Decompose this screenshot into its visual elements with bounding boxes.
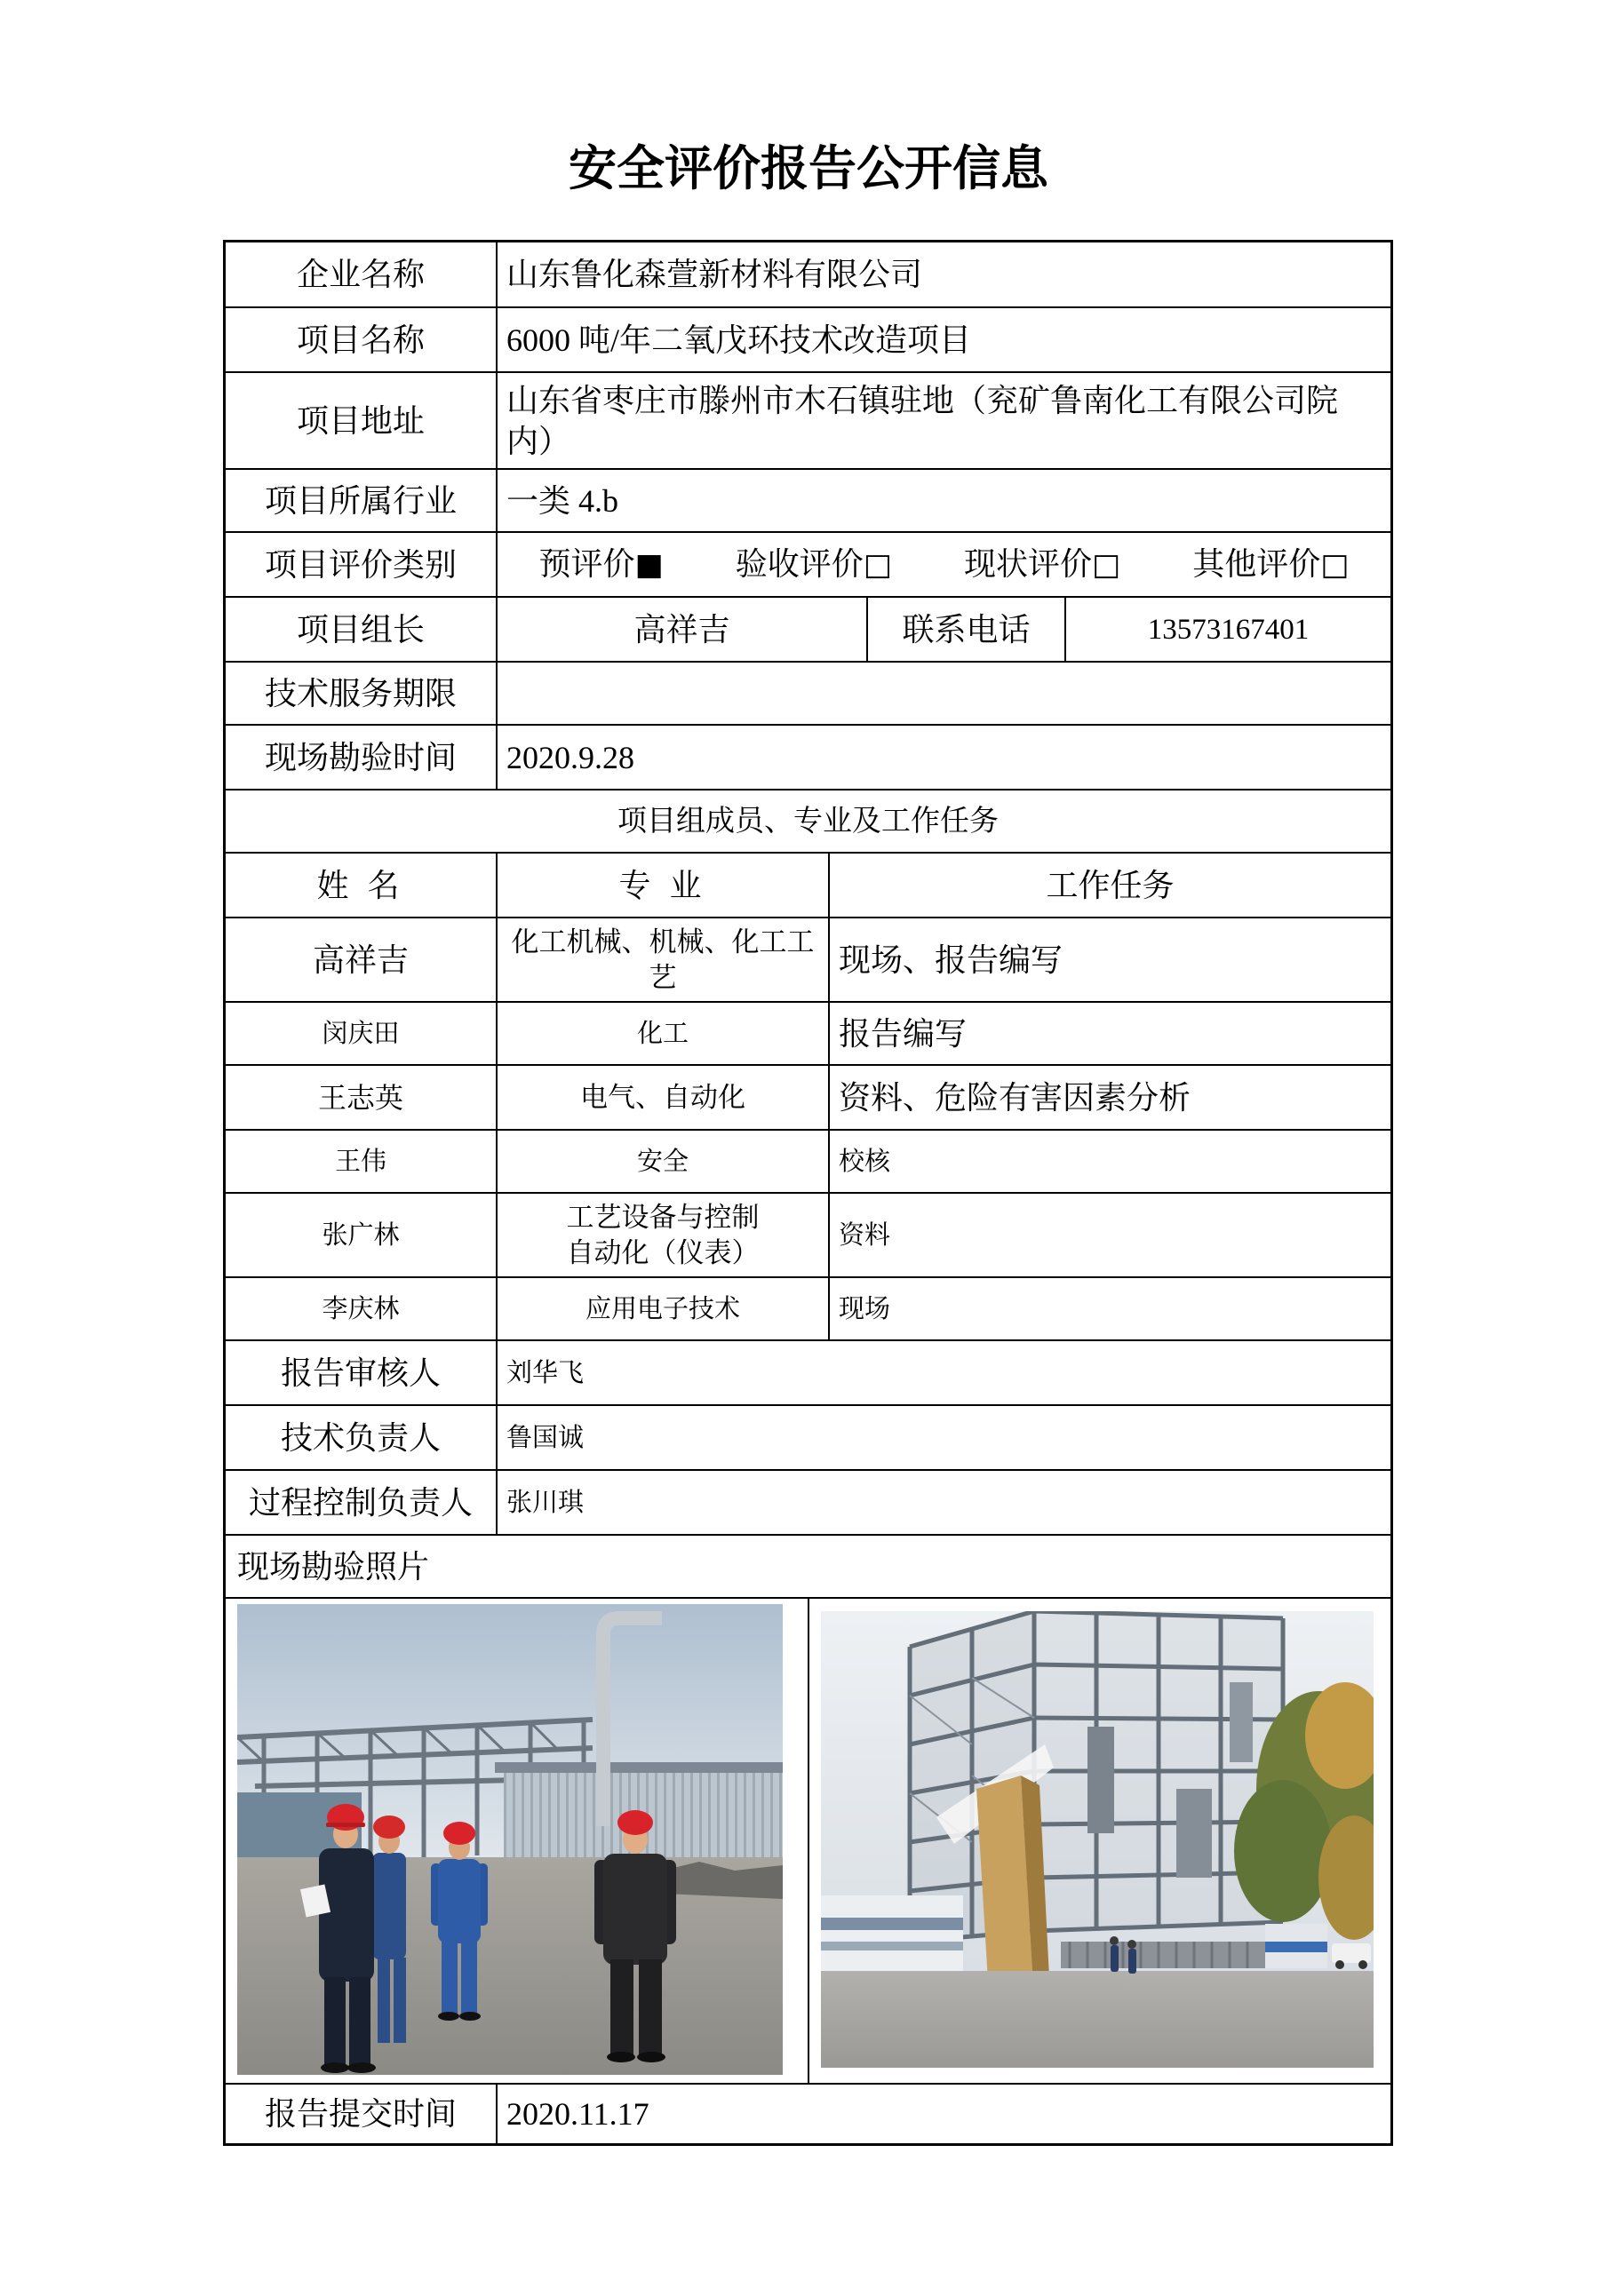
photos-row xyxy=(226,1597,1390,2083)
survey-time-row xyxy=(226,724,1390,789)
photos-label: 现场勘验照片 xyxy=(237,1548,430,1585)
industry-value: 一类 4.b xyxy=(496,470,1390,531)
team-heading: 项目组成员、专业及工作任务 xyxy=(617,805,999,838)
phone-value: 13573167401 xyxy=(1064,598,1390,661)
project-address-value: 山东省枣庄市滕州市木石镇驻地（兖矿鲁南化工有限公司院内） xyxy=(506,382,1339,459)
checkbox-checked-mark: ■ xyxy=(634,547,664,583)
column-header-task: 工作任务 xyxy=(828,854,1390,917)
guardhouse xyxy=(1265,1924,1327,1968)
column-header-name: 姓 名 xyxy=(316,867,405,903)
member-name: 王伟 xyxy=(334,1147,386,1176)
leader-label: 项目组长 xyxy=(296,611,425,647)
steel-tower xyxy=(910,1611,1283,1942)
project-name-label: 项目名称 xyxy=(296,322,425,358)
service-period-value xyxy=(496,663,1390,724)
member-major-line: 工艺设备与控制 xyxy=(566,1201,760,1233)
reviewer-label: 报告审核人 xyxy=(280,1355,441,1391)
table-row xyxy=(226,1129,1390,1192)
option-label: 验收评价 xyxy=(735,546,864,582)
project-address-cell xyxy=(496,373,1390,468)
entrance-gate xyxy=(1061,1942,1265,1968)
survey-time-value: 2020.9.28 xyxy=(496,726,1390,789)
option-pre-evaluation xyxy=(539,544,664,585)
company-row xyxy=(226,242,1390,306)
checkbox-empty-mark: □ xyxy=(1092,547,1121,583)
reviewer-row xyxy=(226,1339,1390,1404)
checkbox-empty-mark: □ xyxy=(1320,547,1350,583)
table-row xyxy=(226,1192,1390,1276)
member-major-cell xyxy=(496,918,828,1001)
service-period-row xyxy=(226,661,1390,724)
member-task: 资料 xyxy=(828,1194,1390,1276)
member-name: 闵庆田 xyxy=(322,1019,400,1048)
process-control-row xyxy=(226,1469,1390,1534)
member-major-line: 自动化（仪表） xyxy=(566,1236,760,1268)
photo-cell-right xyxy=(808,1599,1390,2083)
submit-time-label: 报告提交时间 xyxy=(264,2096,457,2132)
submit-time-row xyxy=(226,2083,1390,2143)
project-name-value: 6000 吨/年二氧戊环技术改造项目 xyxy=(496,308,1390,371)
member-name: 王志英 xyxy=(317,1081,403,1114)
page-title: 安全评价报告公开信息 xyxy=(569,142,1048,195)
office-building xyxy=(821,1895,963,1975)
member-name: 张广林 xyxy=(322,1220,400,1250)
table-row xyxy=(226,1064,1390,1129)
table-row xyxy=(226,1276,1390,1339)
option-label: 现状评价 xyxy=(964,546,1093,582)
member-name: 李庆林 xyxy=(322,1294,400,1323)
ground xyxy=(821,1971,1374,2068)
tech-lead-row xyxy=(226,1404,1390,1469)
option-other-evaluation xyxy=(1192,544,1349,585)
option-label: 其他评价 xyxy=(1192,546,1321,582)
info-table xyxy=(223,240,1393,2146)
photos-label-row xyxy=(226,1534,1390,1597)
site-photo-workers xyxy=(237,1604,783,2075)
reviewer-value: 刘华飞 xyxy=(496,1341,1390,1404)
phone-label: 联系电话 xyxy=(866,598,1064,661)
photo-cell-left xyxy=(226,1599,808,2083)
project-address-row xyxy=(226,371,1390,468)
member-major: 应用电子技术 xyxy=(496,1278,828,1339)
option-label: 预评价 xyxy=(538,546,635,582)
member-major: 化工机械、机械、化工工艺 xyxy=(511,926,815,993)
tech-lead-label: 技术负责人 xyxy=(280,1419,441,1456)
company-value: 山东鲁化森萱新材料有限公司 xyxy=(496,242,1390,306)
site-photo-facility xyxy=(821,1611,1374,2068)
leader-name: 高祥吉 xyxy=(496,598,866,661)
member-task: 现场、报告编写 xyxy=(828,918,1390,1001)
process-control-label: 过程控制负责人 xyxy=(248,1484,473,1521)
member-task: 现场 xyxy=(828,1278,1390,1339)
member-major: 电气、自动化 xyxy=(496,1066,828,1129)
industry-row xyxy=(226,468,1390,531)
evaluation-type-options xyxy=(496,533,1390,596)
tech-lead-value: 鲁国诚 xyxy=(496,1406,1390,1469)
submit-time-value: 2020.11.17 xyxy=(496,2085,1390,2143)
option-acceptance-evaluation xyxy=(736,544,892,585)
team-heading-row xyxy=(226,789,1390,852)
member-major: 化工 xyxy=(496,1003,828,1064)
project-name-row xyxy=(226,306,1390,371)
company-label: 企业名称 xyxy=(296,257,425,292)
project-address-label: 项目地址 xyxy=(296,402,425,439)
evaluation-type-row xyxy=(226,531,1390,596)
member-major: 安全 xyxy=(496,1131,828,1192)
table-row xyxy=(226,1001,1390,1064)
member-task: 资料、危险有害因素分析 xyxy=(828,1066,1390,1129)
member-major-cell xyxy=(496,1194,828,1276)
member-name: 高祥吉 xyxy=(312,941,409,978)
service-period-label: 技术服务期限 xyxy=(264,675,457,711)
column-header-major: 专 业 xyxy=(496,854,828,917)
leader-row xyxy=(226,596,1390,661)
evaluation-type-label: 项目评价类别 xyxy=(264,546,457,583)
team-columns-row xyxy=(226,852,1390,917)
process-control-value: 张川琪 xyxy=(496,1471,1390,1534)
survey-time-label: 现场勘验时间 xyxy=(264,739,457,775)
option-status-evaluation xyxy=(964,544,1120,585)
checkbox-empty-mark: □ xyxy=(863,547,892,583)
member-task: 校核 xyxy=(828,1131,1390,1192)
member-major xyxy=(567,1200,760,1271)
table-row xyxy=(226,917,1390,1001)
member-task: 报告编写 xyxy=(828,1003,1390,1064)
warehouse-roof xyxy=(495,1762,783,1773)
industry-label: 项目所属行业 xyxy=(264,482,457,519)
